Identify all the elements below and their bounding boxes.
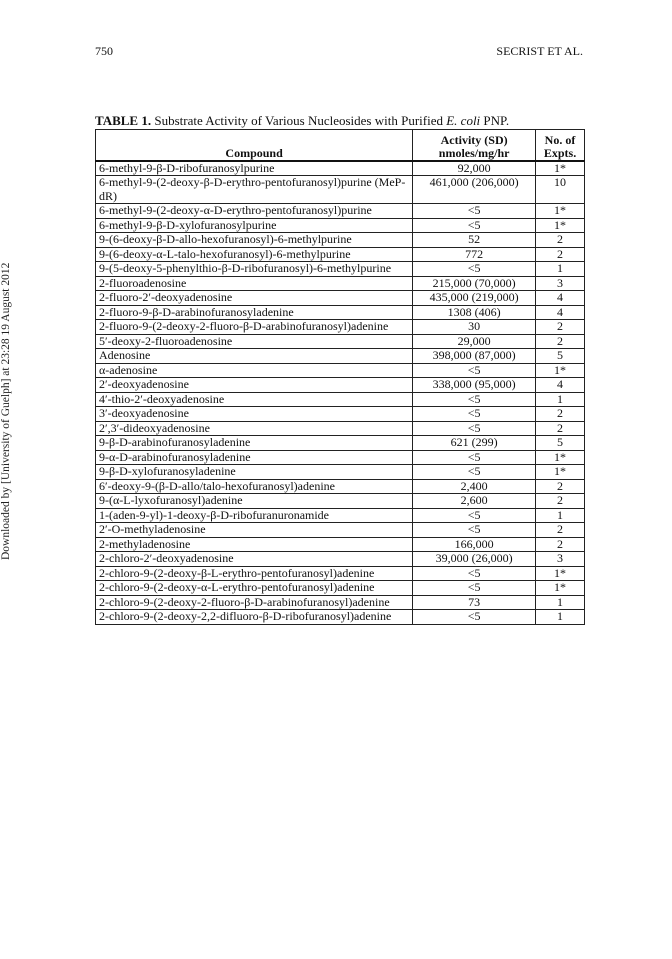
expts-cell: 1*	[536, 363, 585, 378]
expts-cell: 1*	[536, 450, 585, 465]
table-caption-label: TABLE 1.	[95, 113, 152, 128]
expts-cell: 1*	[536, 581, 585, 596]
activity-cell: 772	[413, 247, 536, 262]
compound-cell: 1-(aden-9-yl)-1-deoxy-β-D-ribofuranuronamide	[96, 508, 413, 523]
table-row	[96, 537, 585, 552]
compound-cell: 9-(α-L-lyxofuranosyl)adenine	[96, 494, 413, 509]
compound-cell: 2-fluoro-2′-deoxyadenosine	[96, 291, 413, 306]
expts-cell: 2	[536, 320, 585, 335]
table-row	[96, 595, 585, 610]
table-row	[96, 247, 585, 262]
table-caption-end: PNP.	[480, 113, 510, 128]
compound-cell: 9-(6-deoxy-β-D-allo-hexofuranosyl)-6-methylpurine	[96, 233, 413, 248]
compound-cell: Adenosine	[96, 349, 413, 364]
table-row	[96, 494, 585, 509]
expts-cell: 2	[536, 407, 585, 422]
activity-cell: 461,000 (206,000)	[413, 176, 536, 204]
table-row	[96, 218, 585, 233]
expts-cell: 1*	[536, 218, 585, 233]
compound-cell: 2-chloro-9-(2-deoxy-α-L-erythro-pentofuranosyl)adenine	[96, 581, 413, 596]
activity-cell: <5	[413, 566, 536, 581]
expts-cell: 2	[536, 247, 585, 262]
table-row	[96, 392, 585, 407]
activity-cell: 2,400	[413, 479, 536, 494]
activity-cell: <5	[413, 218, 536, 233]
table-row	[96, 552, 585, 567]
running-author: SECRIST ET AL.	[496, 44, 583, 58]
page-number: 750	[95, 44, 113, 58]
compound-cell: 2-fluoro-9-β-D-arabinofuranosyladenine	[96, 305, 413, 320]
activity-cell: 166,000	[413, 537, 536, 552]
table-row	[96, 176, 585, 204]
activity-cell: <5	[413, 450, 536, 465]
table-row	[96, 233, 585, 248]
table-header-row	[96, 130, 585, 161]
activity-cell: <5	[413, 204, 536, 219]
expts-cell: 1*	[536, 161, 585, 176]
table-row	[96, 305, 585, 320]
activity-cell: 30	[413, 320, 536, 335]
compound-cell: 9-β-D-arabinofuranosyladenine	[96, 436, 413, 451]
table-row	[96, 479, 585, 494]
table-row	[96, 436, 585, 451]
expts-cell: 1*	[536, 204, 585, 219]
expts-cell: 3	[536, 552, 585, 567]
compound-cell: 5′-deoxy-2-fluoroadenosine	[96, 334, 413, 349]
table-row	[96, 407, 585, 422]
compound-cell: 2-chloro-9-(2-deoxy-2,2-difluoro-β-D-ribofuranosyl)adenine	[96, 610, 413, 625]
table-caption	[95, 113, 595, 129]
table-row	[96, 610, 585, 625]
compound-cell: 2-chloro-9-(2-deoxy-β-L-erythro-pentofuranosyl)adenine	[96, 566, 413, 581]
compound-cell: 2-chloro-9-(2-deoxy-2-fluoro-β-D-arabinofuranosyl)adenine	[96, 595, 413, 610]
expts-cell: 1*	[536, 566, 585, 581]
compound-cell: 2′-O-methyladenosine	[96, 523, 413, 538]
expts-cell: 1	[536, 262, 585, 277]
compound-cell: 2-fluoroadenosine	[96, 276, 413, 291]
compound-cell: 6′-deoxy-9-(β-D-allo/talo-hexofuranosyl)adenine	[96, 479, 413, 494]
table-row	[96, 465, 585, 480]
expts-cell: 2	[536, 334, 585, 349]
compound-cell: 6-methyl-9-β-D-xylofuranosylpurine	[96, 218, 413, 233]
compound-cell: 6-methyl-9-(2-deoxy-α-D-erythro-pentofuranosyl)purine	[96, 204, 413, 219]
expts-cell: 10	[536, 176, 585, 204]
activity-cell: 92,000	[413, 161, 536, 176]
table-row	[96, 421, 585, 436]
compound-cell: 4′-thio-2′-deoxyadenosine	[96, 392, 413, 407]
activity-cell: <5	[413, 407, 536, 422]
table-row	[96, 276, 585, 291]
expts-cell: 5	[536, 436, 585, 451]
table-row	[96, 349, 585, 364]
substrate-activity-table	[95, 129, 585, 625]
activity-cell: 73	[413, 595, 536, 610]
activity-cell: <5	[413, 392, 536, 407]
table-row	[96, 161, 585, 176]
expts-cell: 4	[536, 378, 585, 393]
expts-cell: 1	[536, 595, 585, 610]
col-compound-header: Compound	[96, 130, 413, 161]
compound-cell: 2′-deoxyadenosine	[96, 378, 413, 393]
table-row	[96, 378, 585, 393]
activity-cell: <5	[413, 508, 536, 523]
expts-cell: 3	[536, 276, 585, 291]
compound-cell: 6-methyl-9-β-D-ribofuranosylpurine	[96, 161, 413, 176]
table-row	[96, 566, 585, 581]
compound-cell: 6-methyl-9-(2-deoxy-β-D-erythro-pentofuranosyl)purine (MeP-dR)	[96, 176, 413, 204]
table-row	[96, 363, 585, 378]
running-head	[95, 44, 583, 60]
download-watermark-text: Downloaded by [University of Guelph] at 23:28 19 August 2012	[0, 262, 12, 560]
expts-cell: 2	[536, 523, 585, 538]
expts-cell: 2	[536, 479, 585, 494]
expts-cell: 4	[536, 305, 585, 320]
compound-cell: 3′-deoxyadenosine	[96, 407, 413, 422]
compound-cell: 2-methyladenosine	[96, 537, 413, 552]
activity-cell: <5	[413, 363, 536, 378]
compound-cell: 9-(5-deoxy-5-phenylthio-β-D-ribofuranosyl)-6-methylpurine	[96, 262, 413, 277]
table-row	[96, 320, 585, 335]
activity-cell: 52	[413, 233, 536, 248]
activity-cell: <5	[413, 610, 536, 625]
col-expts-header: No. of Expts.	[536, 130, 585, 161]
table-row	[96, 262, 585, 277]
activity-cell: 29,000	[413, 334, 536, 349]
activity-cell: <5	[413, 262, 536, 277]
activity-cell: <5	[413, 523, 536, 538]
activity-cell: <5	[413, 421, 536, 436]
expts-cell: 2	[536, 537, 585, 552]
table-caption-species: E. coli	[446, 113, 481, 128]
table-row	[96, 204, 585, 219]
activity-cell: 338,000 (95,000)	[413, 378, 536, 393]
table-row	[96, 581, 585, 596]
table-row	[96, 334, 585, 349]
compound-cell: 9-α-D-arabinofuranosyladenine	[96, 450, 413, 465]
activity-cell: 435,000 (219,000)	[413, 291, 536, 306]
activity-cell: 1308 (406)	[413, 305, 536, 320]
expts-cell: 2	[536, 421, 585, 436]
expts-cell: 2	[536, 494, 585, 509]
activity-cell: 2,600	[413, 494, 536, 509]
compound-cell: 2′,3′-dideoxyadenosine	[96, 421, 413, 436]
expts-cell: 2	[536, 233, 585, 248]
table-row	[96, 450, 585, 465]
table-row	[96, 508, 585, 523]
activity-cell: 621 (299)	[413, 436, 536, 451]
compound-cell: α-adenosine	[96, 363, 413, 378]
expts-cell: 1	[536, 610, 585, 625]
table-row	[96, 523, 585, 538]
expts-cell: 1	[536, 508, 585, 523]
activity-cell: <5	[413, 581, 536, 596]
expts-cell: 1	[536, 392, 585, 407]
compound-cell: 2-fluoro-9-(2-deoxy-2-fluoro-β-D-arabinofuranosyl)adenine	[96, 320, 413, 335]
expts-cell: 1*	[536, 465, 585, 480]
col-activity-header: Activity (SD) nmoles/mg/hr	[413, 130, 536, 161]
expts-cell: 4	[536, 291, 585, 306]
table-caption-text: Substrate Activity of Various Nucleosides with Purified	[154, 113, 447, 128]
expts-cell: 5	[536, 349, 585, 364]
activity-cell: 39,000 (26,000)	[413, 552, 536, 567]
table-row	[96, 291, 585, 306]
activity-cell: 398,000 (87,000)	[413, 349, 536, 364]
compound-cell: 9-(6-deoxy-α-L-talo-hexofuranosyl)-6-methylpurine	[96, 247, 413, 262]
compound-cell: 2-chloro-2′-deoxyadenosine	[96, 552, 413, 567]
activity-cell: 215,000 (70,000)	[413, 276, 536, 291]
activity-cell: <5	[413, 465, 536, 480]
compound-cell: 9-β-D-xylofuranosyladenine	[96, 465, 413, 480]
